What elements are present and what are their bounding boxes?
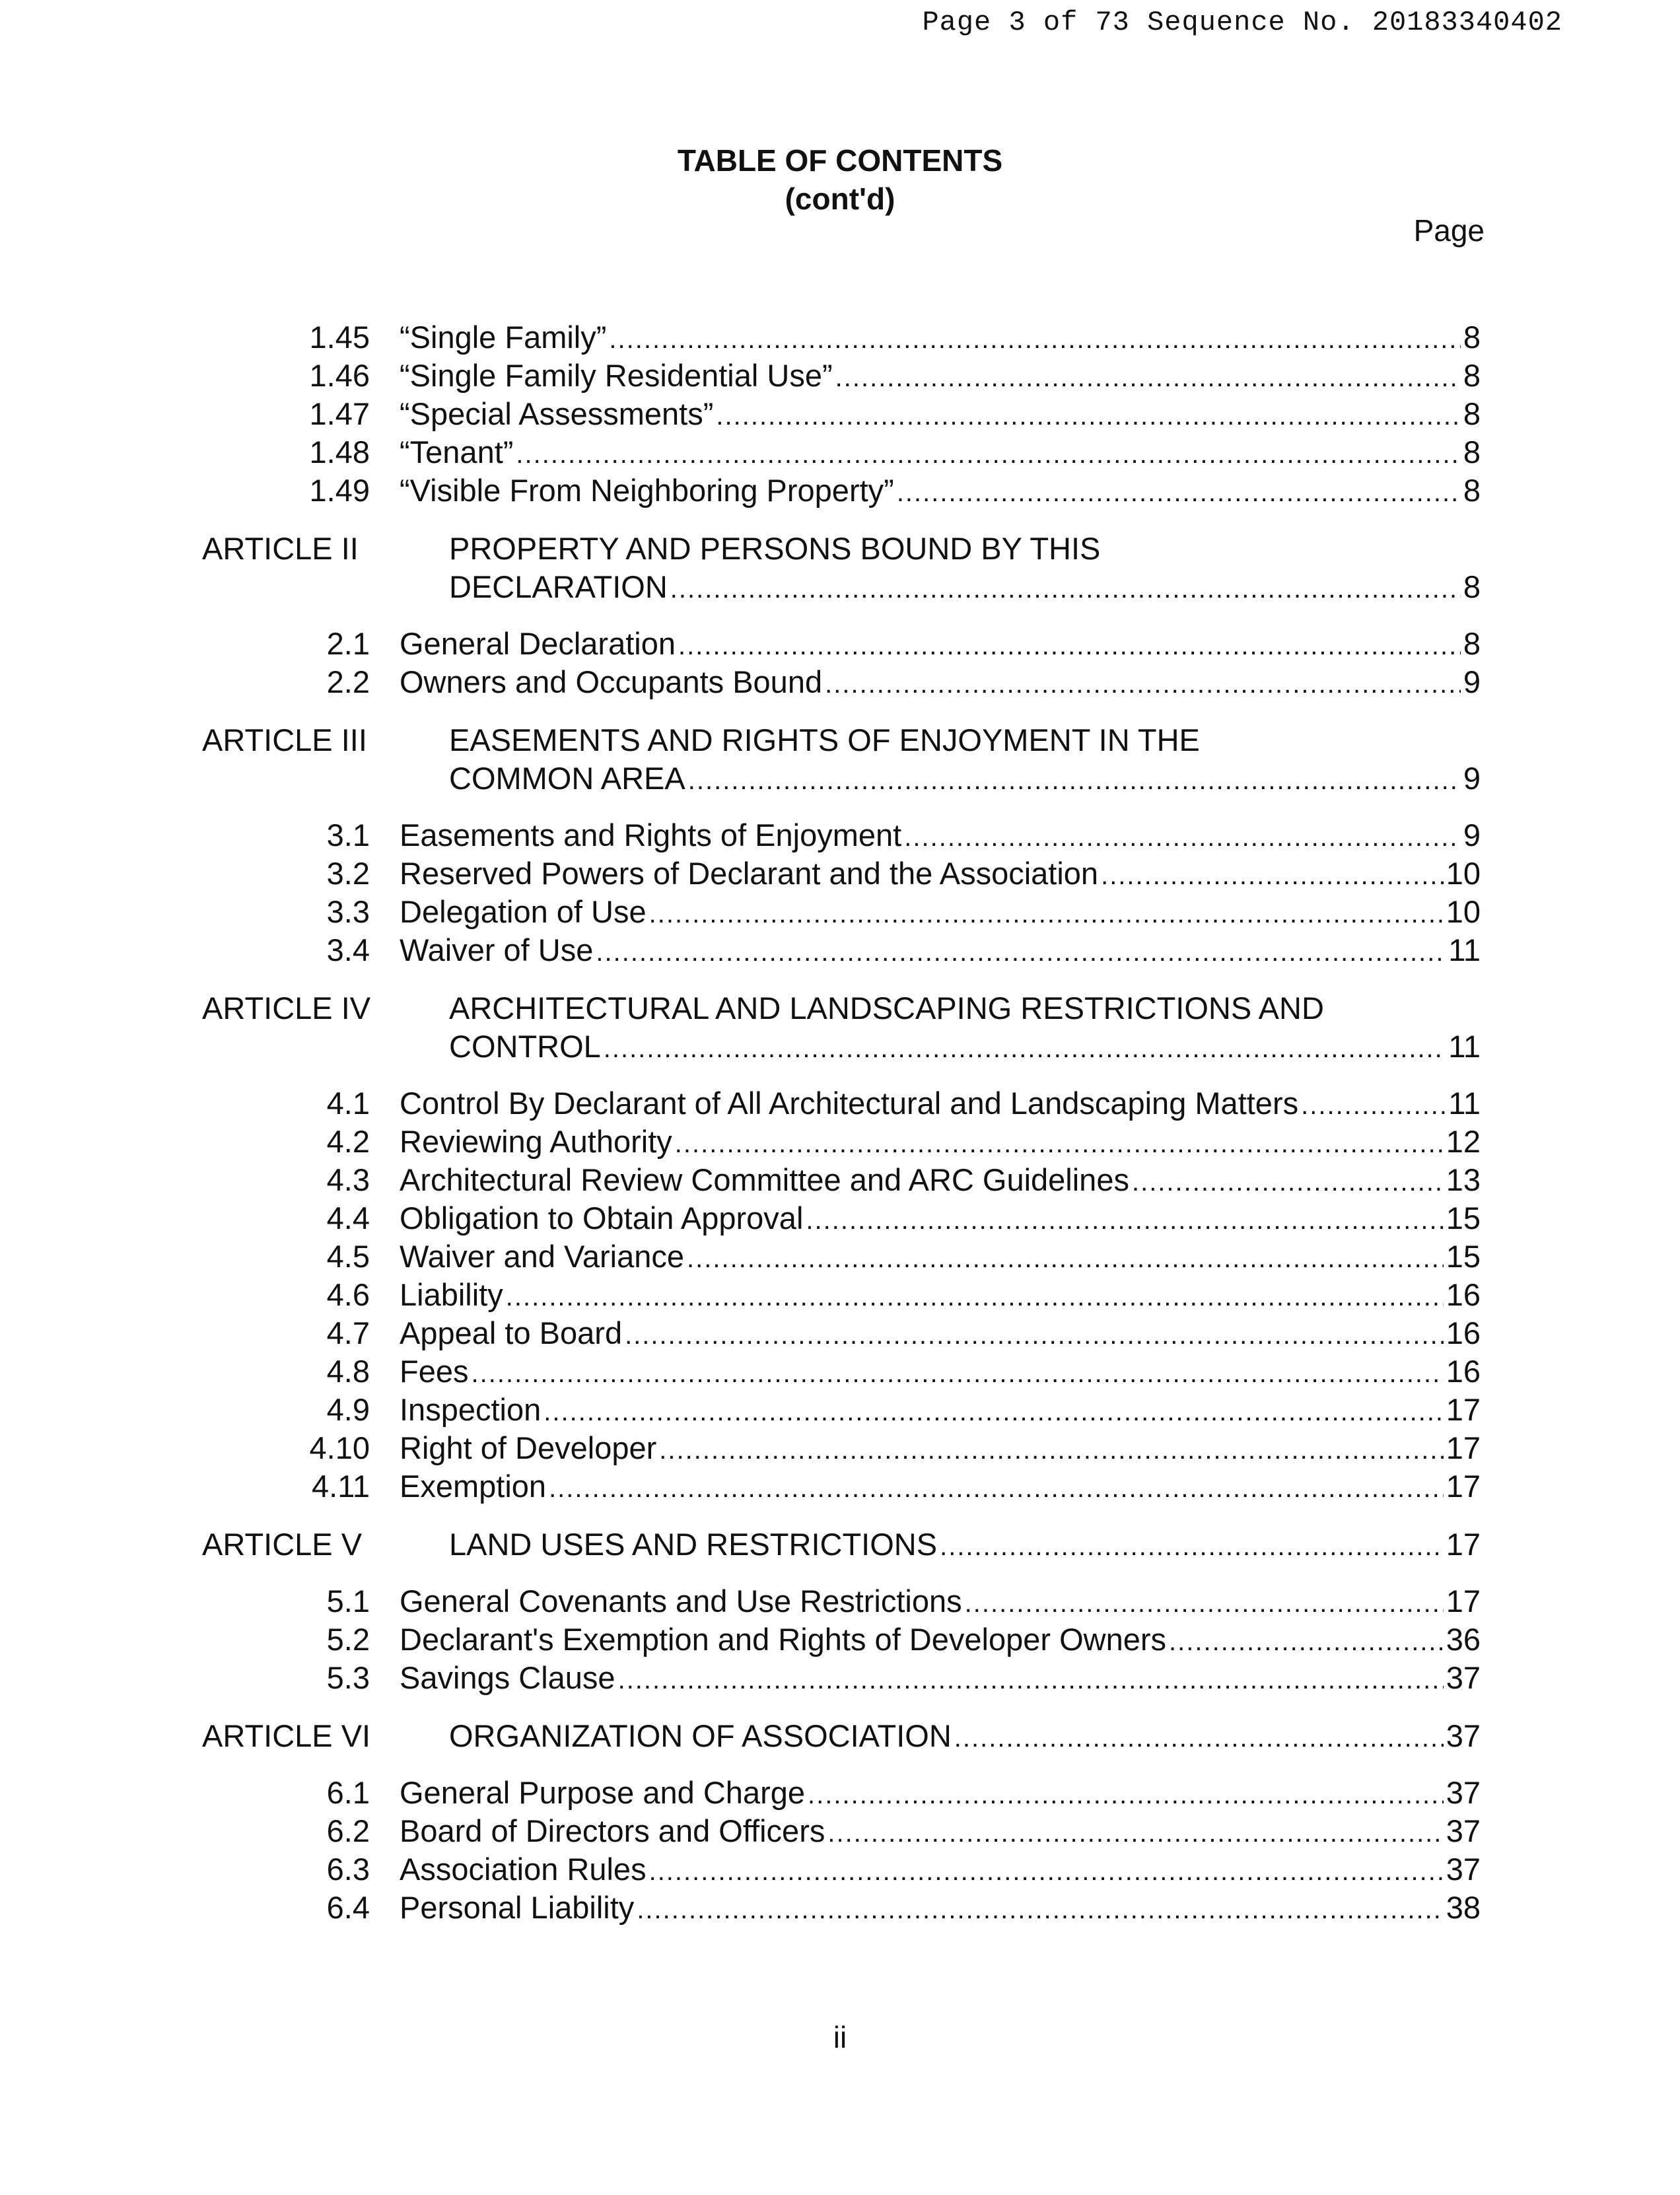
toc-entry (0, 471, 1680, 510)
entry-page: 8 (1463, 358, 1481, 393)
entry-title: Right of Developer (400, 1430, 657, 1465)
toc-entry (0, 854, 1680, 893)
toc-entry (0, 1123, 1680, 1161)
article-page: 37 (1446, 1718, 1481, 1753)
leader-dots (1301, 1086, 1446, 1125)
article-label: ARTICLE V (202, 1527, 363, 1562)
entry-page: 8 (1463, 396, 1481, 431)
entry-title: Exemption (400, 1469, 547, 1504)
toc-entry (0, 1199, 1680, 1237)
toc-entry (0, 357, 1680, 395)
leader-dots (1101, 856, 1444, 895)
toc-entry (0, 1429, 1680, 1467)
entry-page: 11 (1448, 1086, 1481, 1121)
entry-number: 5.3 (326, 1660, 370, 1695)
entry-page: 37 (1446, 1813, 1481, 1848)
article-title: COMMON AREA (449, 761, 685, 796)
toc-entry (0, 893, 1680, 931)
article-heading (0, 721, 1680, 759)
article-heading (0, 530, 1680, 568)
leader-dots (1132, 1163, 1444, 1201)
entry-number: 1.46 (309, 358, 370, 393)
entry-title: Appeal to Board (400, 1315, 623, 1350)
toc-entry (0, 1812, 1680, 1850)
entry-number: 3.4 (326, 932, 370, 967)
entry-title: Control By Declarant of All Architectural and Landscaping Matters (400, 1086, 1299, 1121)
leader-dots (625, 1316, 1444, 1354)
leader-dots (825, 665, 1461, 703)
entry-title: Easements and Rights of Enjoyment (400, 818, 902, 853)
leader-dots (618, 1661, 1444, 1699)
entry-number: 2.2 (326, 664, 370, 699)
entry-number: 1.48 (309, 435, 370, 470)
entry-title: Owners and Occupants Bound (400, 664, 823, 699)
toc-entry (0, 1352, 1680, 1391)
article-title: EASEMENTS AND RIGHTS OF ENJOYMENT IN THE (449, 722, 1200, 757)
entry-title: Reviewing Authority (400, 1124, 672, 1159)
entry-title: Waiver and Variance (400, 1239, 685, 1274)
entry-number: 6.3 (326, 1852, 370, 1887)
page-footer-number: ii (833, 2020, 847, 2054)
entry-number: 4.11 (312, 1469, 370, 1504)
entry-page: 17 (1446, 1392, 1481, 1427)
leader-dots (596, 933, 1446, 971)
entry-page: 17 (1446, 1469, 1481, 1504)
entry-title: General Covenants and Use Restrictions (400, 1584, 962, 1619)
entry-title: Liability (400, 1277, 503, 1312)
toc-entry (0, 1659, 1680, 1697)
entry-title: General Purpose and Charge (400, 1775, 806, 1810)
entry-page: 10 (1446, 894, 1481, 929)
leader-dots (675, 1125, 1444, 1163)
toc-entry (0, 1391, 1680, 1429)
entry-page: 15 (1446, 1239, 1481, 1274)
leader-dots (678, 627, 1461, 665)
entry-page: 8 (1463, 473, 1481, 508)
leader-dots (716, 397, 1460, 435)
sequence-header: Page 3 of 73 Sequence No. 20183340402 (922, 7, 1562, 38)
entry-number: 3.1 (326, 818, 370, 853)
leader-dots (549, 1469, 1444, 1508)
article-label: ARTICLE II (202, 531, 359, 566)
toc-entry (0, 625, 1680, 663)
entry-number: 4.10 (309, 1430, 370, 1465)
toc-entry (0, 1161, 1680, 1199)
toc-entry (0, 931, 1680, 969)
leader-dots (472, 1354, 1444, 1393)
entry-page: 37 (1446, 1852, 1481, 1887)
toc-entry (0, 1237, 1680, 1276)
entry-title: “Visible From Neighboring Property” (400, 473, 894, 508)
entry-page: 13 (1446, 1162, 1481, 1197)
leader-dots (609, 320, 1460, 359)
article-label: ARTICLE III (202, 722, 367, 757)
leader-dots (940, 1527, 1444, 1566)
entry-number: 5.2 (326, 1622, 370, 1657)
article-title: CONTROL (449, 1029, 601, 1064)
toc-entry (0, 1276, 1680, 1314)
article-title: ORGANIZATION OF ASSOCIATION (449, 1718, 952, 1753)
toc-title-line1: TABLE OF CONTENTS (677, 143, 1003, 178)
article-title: PROPERTY AND PERSONS BOUND BY THIS (449, 531, 1101, 566)
leader-dots (827, 1814, 1443, 1852)
leader-dots (1169, 1622, 1444, 1661)
entry-page: 9 (1463, 818, 1481, 853)
leader-dots (904, 818, 1461, 856)
article-label: ARTICLE IV (202, 991, 371, 1026)
entry-number: 4.1 (326, 1086, 370, 1121)
entry-number: 1.49 (309, 473, 370, 508)
entry-number: 5.1 (326, 1584, 370, 1619)
toc-entry (0, 1774, 1680, 1812)
entry-title: Waiver of Use (400, 932, 594, 967)
entry-title: Association Rules (400, 1852, 647, 1887)
leader-dots (808, 1776, 1444, 1814)
entry-title: Inspection (400, 1392, 542, 1427)
toc-entry (0, 1314, 1680, 1352)
leader-dots (659, 1431, 1443, 1469)
article-heading-cont (0, 1028, 1680, 1066)
article-page: 9 (1463, 761, 1481, 796)
entry-number: 4.5 (326, 1239, 370, 1274)
leader-dots (806, 1201, 1443, 1239)
article-title: DECLARATION (449, 569, 668, 604)
leader-dots (604, 1029, 1446, 1068)
toc-entry (0, 816, 1680, 854)
toc-entry (0, 1467, 1680, 1506)
entry-number: 4.4 (326, 1201, 370, 1236)
toc-entry (0, 318, 1680, 357)
entry-number: 3.3 (326, 894, 370, 929)
toc-entry (0, 1850, 1680, 1889)
leader-dots (649, 1852, 1444, 1891)
entry-number: 4.7 (326, 1315, 370, 1350)
entry-page: 16 (1446, 1277, 1481, 1312)
leader-dots (506, 1278, 1444, 1316)
entry-page: 8 (1463, 626, 1481, 661)
article-page: 17 (1446, 1527, 1481, 1562)
leader-dots (649, 895, 1444, 933)
entry-page: 15 (1446, 1201, 1481, 1236)
entry-number: 1.47 (309, 396, 370, 431)
entry-title: Savings Clause (400, 1660, 615, 1695)
toc-entry (0, 1889, 1680, 1927)
article-heading (0, 1525, 1680, 1564)
leader-dots (670, 570, 1461, 608)
toc-entry (0, 433, 1680, 471)
entry-number: 4.2 (326, 1124, 370, 1159)
entry-page: 8 (1463, 435, 1481, 470)
entry-number: 4.8 (326, 1354, 370, 1389)
entry-page: 12 (1446, 1124, 1481, 1159)
toc-entry (0, 1582, 1680, 1620)
article-heading (0, 1717, 1680, 1755)
leader-dots (965, 1584, 1444, 1622)
entry-page: 36 (1446, 1622, 1481, 1657)
entry-page: 16 (1446, 1354, 1481, 1389)
article-page: 11 (1448, 1029, 1481, 1064)
entry-page: 17 (1446, 1430, 1481, 1465)
entry-title: Declarant's Exemption and Rights of Developer Owners (400, 1622, 1167, 1657)
leader-dots (637, 1891, 1443, 1929)
entry-page: 9 (1463, 664, 1481, 699)
article-page: 8 (1463, 569, 1481, 604)
toc-entry (0, 1084, 1680, 1123)
entry-page: 38 (1446, 1890, 1481, 1925)
entry-number: 3.2 (326, 856, 370, 891)
toc-entry (0, 663, 1680, 701)
entry-page: 8 (1463, 320, 1481, 355)
article-title: ARCHITECTURAL AND LANDSCAPING RESTRICTIONS AND (449, 991, 1324, 1026)
entry-page: 11 (1448, 932, 1481, 967)
entry-title: Delegation of Use (400, 894, 647, 929)
toc-title (0, 141, 1680, 218)
entry-number: 4.9 (326, 1392, 370, 1427)
entry-title: Board of Directors and Officers (400, 1813, 825, 1848)
leader-dots (516, 435, 1460, 473)
article-label: ARTICLE VI (202, 1718, 371, 1753)
entry-title: Reserved Powers of Declarant and the Association (400, 856, 1099, 891)
entry-title: Obligation to Obtain Approval (400, 1201, 804, 1236)
entry-title: “Single Family Residential Use” (400, 358, 833, 393)
toc-entry (0, 1620, 1680, 1659)
entry-title: General Declaration (400, 626, 676, 661)
entry-title: “Tenant” (400, 435, 514, 470)
entry-title: “Special Assessments” (400, 396, 714, 431)
entry-page: 37 (1446, 1775, 1481, 1810)
leader-dots (897, 473, 1461, 512)
entry-number: 6.2 (326, 1813, 370, 1848)
entry-page: 10 (1446, 856, 1481, 891)
entry-title: Architectural Review Committee and ARC Guidelines (400, 1162, 1129, 1197)
entry-number: 4.3 (326, 1162, 370, 1197)
entry-page: 17 (1446, 1584, 1481, 1619)
leader-dots (835, 359, 1461, 397)
entry-title: “Single Family” (400, 320, 607, 355)
article-heading-cont (0, 568, 1680, 606)
entry-number: 6.1 (326, 1775, 370, 1810)
entry-page: 16 (1446, 1315, 1481, 1350)
entry-number: 6.4 (326, 1890, 370, 1925)
toc-entry (0, 395, 1680, 433)
entry-number: 2.1 (326, 626, 370, 661)
toc-title-line2: (cont'd) (785, 182, 895, 216)
page-column-label: Page (1413, 213, 1485, 248)
article-title: LAND USES AND RESTRICTIONS (449, 1527, 938, 1562)
article-heading-cont (0, 759, 1680, 798)
toc-list (0, 318, 1680, 1927)
leader-dots (954, 1719, 1444, 1757)
article-heading (0, 989, 1680, 1028)
entry-number: 4.6 (326, 1277, 370, 1312)
leader-dots (687, 1239, 1444, 1278)
leader-dots (688, 761, 1461, 800)
entry-page: 37 (1446, 1660, 1481, 1695)
entry-title: Personal Liability (400, 1890, 635, 1925)
leader-dots (543, 1393, 1443, 1431)
entry-title: Fees (400, 1354, 469, 1389)
entry-number: 1.45 (309, 320, 370, 355)
